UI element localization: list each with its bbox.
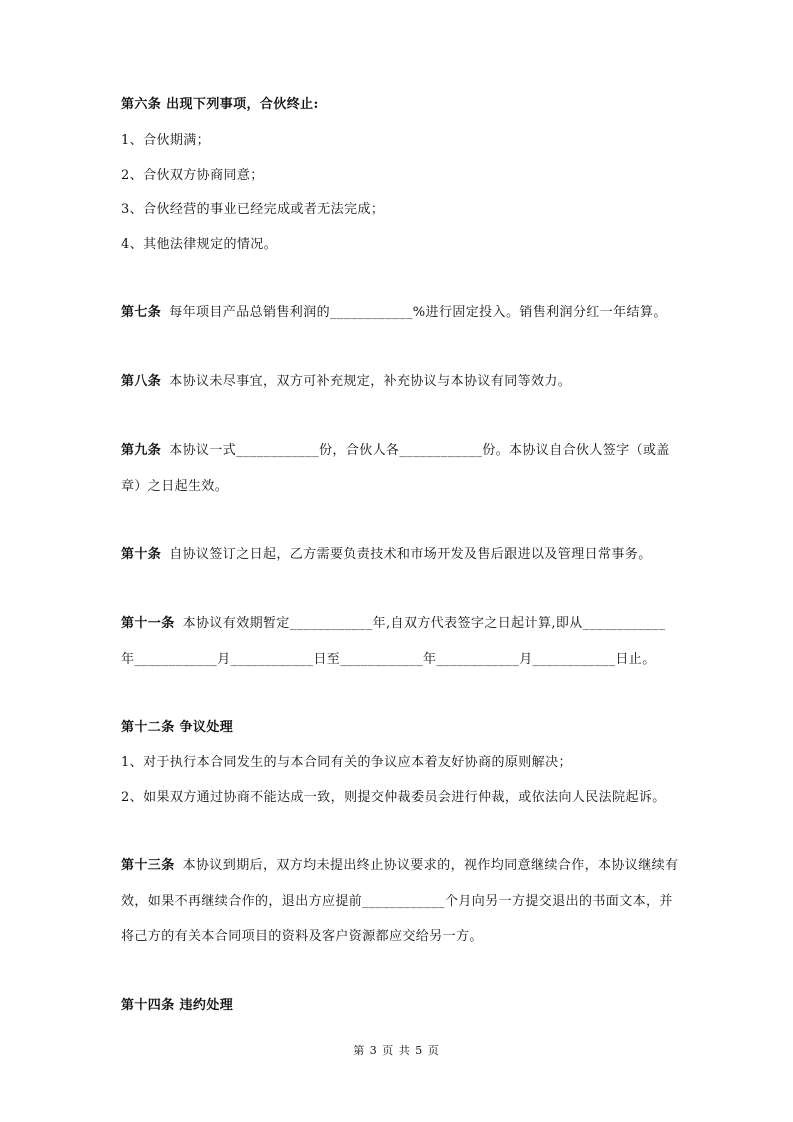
- article-6-item-1: 1、合伙期满；: [121, 133, 211, 148]
- article-10-text: 自协议签订之日起，乙方需要负责技术和市场开发及售后跟进以及管理日常事务。: [169, 547, 652, 562]
- article-9-text: 本协议一式____________份，合伙人各____________份。本协议自合伙人签字（或盖: [169, 443, 670, 458]
- article-6-heading: 第六条 出现下列事项，合伙终止:: [121, 97, 319, 112]
- article-13-text: 本协议到期后，双方均未提出终止协议要求的，视作均同意继续合作，本协议继续有: [182, 858, 679, 873]
- article-8: [121, 373, 571, 391]
- article-12-item-1: 1、对于执行本合同发生的与本合同有关的争议应本着友好协商的原则解决；: [121, 755, 572, 770]
- article-7: [121, 304, 667, 322]
- article-9: [121, 442, 670, 460]
- article-14-heading: 第十四条 违约处理: [121, 998, 234, 1013]
- article-13-continued-1: 效，如果不再继续合作的，退出方应提前____________个月向另一方提交退出的书面文本，并: [121, 894, 673, 909]
- article-12-item-2: 2、如果双方通过协商不能达成一致，则提交仲裁委员会进行仲裁，或依法向人民法院起诉。: [121, 790, 666, 805]
- article-8-label: 第八条: [121, 374, 162, 389]
- article-13-continued-2: 将己方的有关本合同项目的资料及客户资源都应交给另一方。: [121, 929, 483, 944]
- article-10-label: 第十条: [121, 547, 162, 562]
- article-8-text: 本协议未尽事宜，双方可补充规定，补充协议与本协议有同等效力。: [169, 374, 572, 389]
- article-7-text: 每年项目产品总销售利润的____________%进行固定投入。销售利润分红一年结算。: [169, 305, 667, 320]
- article-13-label: 第十三条: [121, 858, 175, 873]
- article-9-continued: 章）之日起生效。: [121, 479, 229, 494]
- article-6-item-3: 3、合伙经营的事业已经完成或者无法完成；: [121, 202, 385, 217]
- article-13: [121, 857, 678, 875]
- article-9-label: 第九条: [121, 443, 162, 458]
- article-6-item-2: 2、合伙双方协商同意；: [121, 168, 264, 183]
- article-11-label: 第十一条: [121, 616, 175, 631]
- article-7-label: 第七条: [121, 305, 162, 320]
- article-11-text: 本协议有效期暂定____________年,自双方代表签字之日起计算,即从____________: [182, 616, 666, 631]
- article-11: [121, 615, 665, 633]
- article-6-item-4: 4、其他法律规定的情况。: [121, 237, 278, 252]
- article-10: [121, 546, 652, 564]
- article-11-continued: 年____________月____________日至____________年____________月____________日止。: [121, 652, 656, 667]
- page-footer: 第 3 页 共 5 页: [353, 1044, 440, 1057]
- article-12-heading: 第十二条 争议处理: [121, 720, 234, 735]
